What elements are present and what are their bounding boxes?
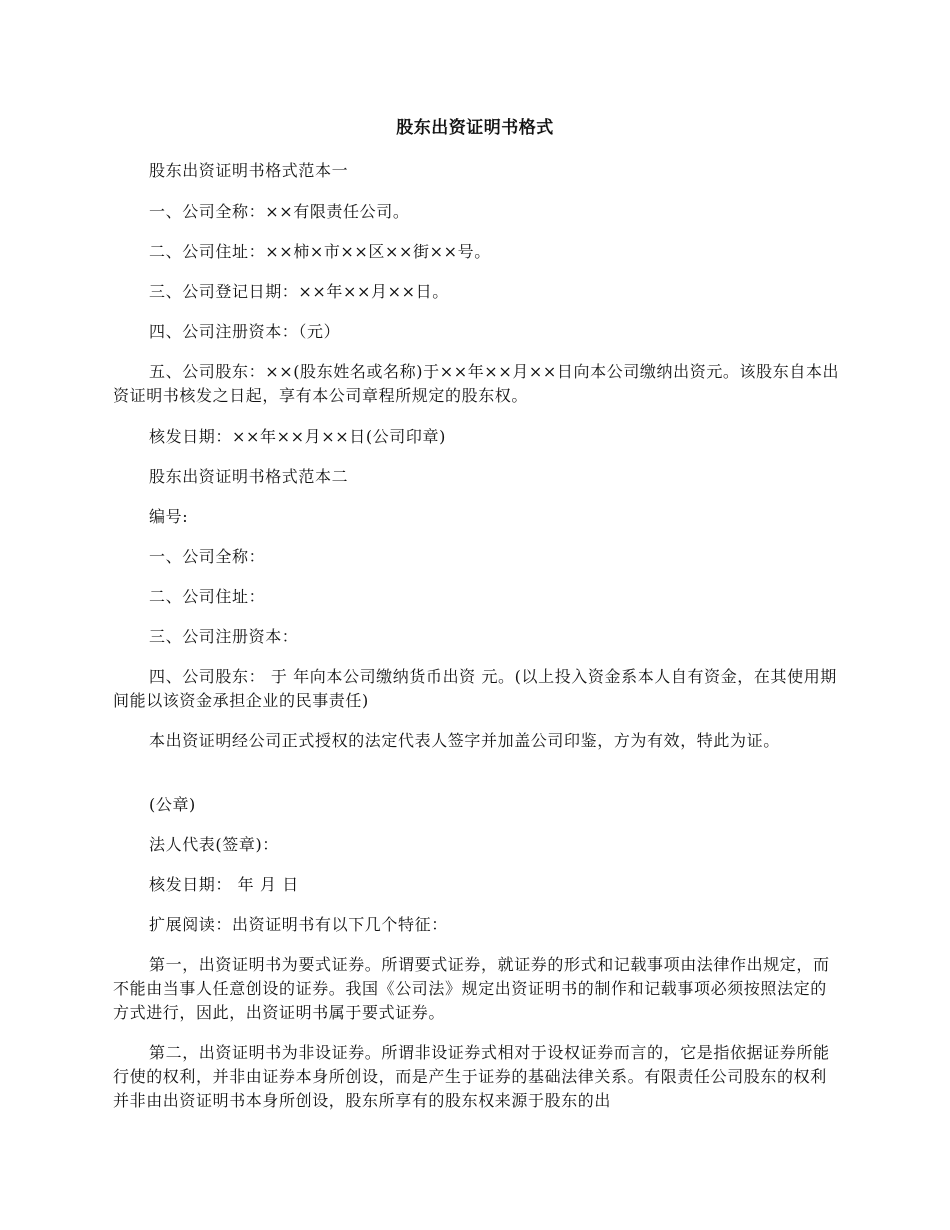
paragraph-company-address-blank: 二、公司住址： <box>149 587 266 606</box>
paragraph-shareholder-blank: 四、公司股东： 于 年向本公司缴纳货币出资 元。(以上投入资金系本人自有资金，在其使用期间能以该资金承担企业的民事责任) <box>113 667 837 710</box>
paragraph-feature-one: 第一，出资证明书为要式证券。所谓要式证券，就证券的形式和记载事项由法律作出规定，而不能由当事人任意创设的证券。我国《公司法》规定出资证明书的制作和记载事项必须按照法定的方式进行，因此，出资证明书属于要式证券。 <box>113 955 830 1022</box>
paragraph-registered-capital: 四、公司注册资本：（元） <box>149 322 341 341</box>
paragraph-shareholder: 五、公司股东：××(股东姓名或名称)于××年××月××日向本公司缴纳出资元。该股东自本出资证明书核发之日起，享有本公司章程所规定的股东权。 <box>113 362 840 405</box>
paragraph-issue-date-blank: 核发日期： 年 月 日 <box>149 875 299 894</box>
paragraph-template-one-heading: 股东出资证明书格式范本一 <box>149 161 349 180</box>
paragraph-registered-capital-blank: 三、公司注册资本： <box>149 627 299 646</box>
paragraph-company-name-blank: 一、公司全称： <box>149 547 266 566</box>
paragraph-company-seal: (公章) <box>149 795 196 814</box>
paragraph-extended-reading: 扩展阅读：出资证明书有以下几个特征： <box>149 915 448 934</box>
paragraph-registration-date: 三、公司登记日期：××年××月××日。 <box>149 282 449 301</box>
paragraph-validity-statement: 本出资证明经公司正式授权的法定代表人签字并加盖公司印鉴，方为有效，特此为证。 <box>149 731 780 750</box>
paragraph-template-two-heading: 股东出资证明书格式范本二 <box>149 467 349 486</box>
paragraph-serial-number: 编号: <box>149 507 189 526</box>
paragraph-legal-representative: 法人代表(签章)： <box>149 835 279 854</box>
paragraph-issue-date: 核发日期：××年××月××日(公司印章) <box>149 427 446 446</box>
paragraph-company-name: 一、公司全称：××有限责任公司。 <box>149 202 410 221</box>
paragraph-feature-two: 第二，出资证明书为非设证券。所谓非设证券式相对于设权证券而言的，它是指依据证券所能行使的权利，并非由证券本身所创设，而是产生于证券的基础法律关系。有限责任公司股东的权利并非由出资证明书本身所创设，股东所享有的股东权来源于股东的出 <box>113 1043 830 1110</box>
document-title: 股东出资证明书格式 <box>396 118 554 138</box>
paragraph-company-address: 二、公司住址：××柿×市××区××街××号。 <box>149 242 491 261</box>
